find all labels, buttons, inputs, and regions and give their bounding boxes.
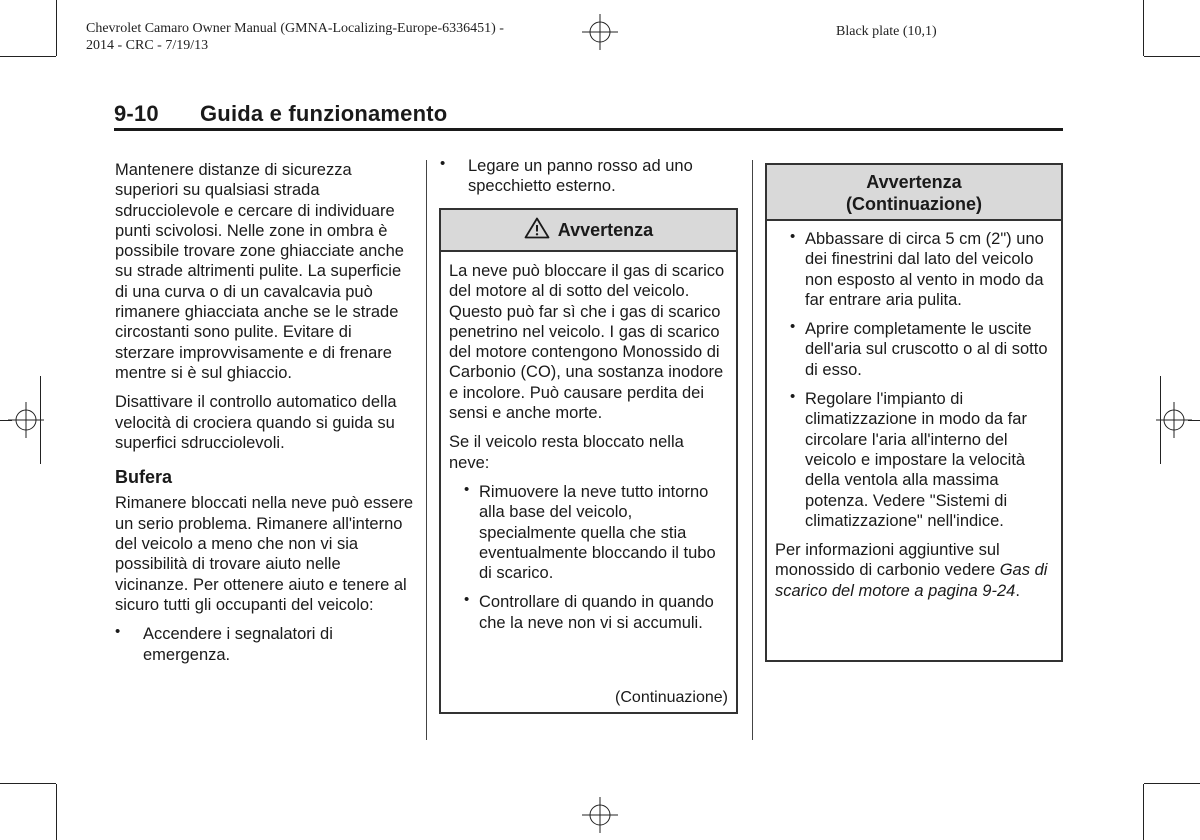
- print-header-line1: Chevrolet Camaro Owner Manual (GMNA-Localizing-Europe-6336451) -: [86, 21, 504, 36]
- bullet-item: • Legare un panno rosso ad uno specchietto esterno.: [440, 156, 740, 197]
- warning-subtitle: (Continuazione): [846, 194, 982, 214]
- paragraph: [775, 540, 1053, 601]
- warning-title: Avvertenza: [557, 220, 654, 240]
- paragraph: Disattivare il controllo automatico della velocità di crociera quando si guida su superfici sdrucciolevoli.: [115, 393, 397, 452]
- warning-header: [441, 210, 736, 252]
- warning-body: [767, 221, 1061, 601]
- heading-rule: [114, 128, 1063, 131]
- page-title: Guida e funzionamento: [200, 101, 448, 126]
- cross-reference: Gas di scarico del motore a pagina 9-24: [775, 561, 1048, 600]
- crop-mark: [1143, 784, 1144, 840]
- warning-box-continued: [765, 163, 1063, 662]
- bullet-item: • Rimuovere la neve tutto intorno alla base del veicolo, specialmente quella che stia eventualmente bloccando il tubo di scarico.: [461, 482, 728, 583]
- paragraph: La neve può bloccare il gas di scarico del motore al di sotto del veicolo. Questo può far sì che i gas di scarico penetrino nel veicolo. I gas di scarico del motore contengono Monossido di Carbonio (CO), una sostanza inodore e incolore. Può causare perdita dei sensi e anche morte.: [449, 262, 725, 423]
- crop-mark: [0, 783, 56, 784]
- warning-title: Avvertenza: [866, 172, 962, 192]
- column-2: [440, 156, 740, 206]
- plate-label: Black plate (10,1): [836, 24, 937, 39]
- crop-mark: [1143, 0, 1144, 56]
- paragraph: Rimanere bloccati nella neve può essere un serio problema. Rimanere all'interno del veicolo a meno che non vi sia possibilità di trovare aiuto nelle vicinanze. Per ottenere aiuto e tenere al sicuro tutti gli occupanti del veicolo:: [115, 494, 414, 614]
- section-heading: Bufera: [115, 467, 173, 488]
- paragraph: Mantenere distanze di sicurezza superiori su qualsiasi strada sdrucciolevole e cercare di individuare punti scivolosi. Nelle zone in ombra è possibile trovare zone ghiacciate anche su strade altrimenti pulite. La superficie di una curva o di un cavalcavia può rimanere ghiacciata anche se le strade circostanti sono pulite. Evitare di sterzare improvvisamente e di frenare mentre si è sul ghiaccio.: [115, 161, 404, 382]
- crop-mark: [56, 0, 57, 56]
- registration-mark-icon: [582, 14, 618, 50]
- column-divider: [426, 160, 427, 740]
- registration-mark-icon: [8, 402, 44, 438]
- column-divider: [752, 160, 753, 740]
- print-header: [86, 20, 504, 54]
- warning-box: [439, 208, 738, 714]
- registration-mark-icon: [582, 797, 618, 833]
- page-number: 9-10: [114, 101, 159, 126]
- print-header-line2: 2014 - CRC - 7/19/13: [86, 38, 209, 53]
- warning-triangle-icon: [524, 217, 550, 239]
- paragraph: Se il veicolo resta bloccato nella neve:: [449, 433, 684, 472]
- registration-mark-icon: [1156, 402, 1192, 438]
- column-1: [115, 160, 415, 674]
- paragraph-text: Per informazioni aggiuntive sul monossido di carbonio vedere: [775, 541, 1000, 580]
- continued-label: (Continuazione): [615, 688, 728, 706]
- crop-mark: [1144, 783, 1200, 784]
- warning-body: [441, 252, 736, 633]
- bullet-item: • Accendere i segnalatori di emergenza.: [115, 624, 415, 665]
- crop-mark: [0, 56, 56, 57]
- warning-header: [767, 165, 1061, 221]
- crop-mark: [1144, 56, 1200, 57]
- paragraph-end: .: [1015, 581, 1020, 600]
- bullet-item: • Aprire completamente le uscite dell'aria sul cruscotto o al di sotto di esso.: [787, 319, 1053, 380]
- bullet-item: • Controllare di quando in quando che la neve non vi si accumuli.: [461, 592, 728, 633]
- crop-mark: [56, 784, 57, 840]
- page-heading: [114, 101, 447, 127]
- bullet-item: • Regolare l'impianto di climatizzazione in modo da far circolare l'aria all'interno del veicolo e impostare la velocità della ventola alla massima potenza. Vedere "Sistemi di climatizzazione" nell'indice.: [787, 389, 1053, 531]
- bullet-item: • Abbassare di circa 5 cm (2") uno dei finestrini dal lato del veicolo non esposto al vento in modo da far entrare aria pulita.: [787, 229, 1053, 310]
